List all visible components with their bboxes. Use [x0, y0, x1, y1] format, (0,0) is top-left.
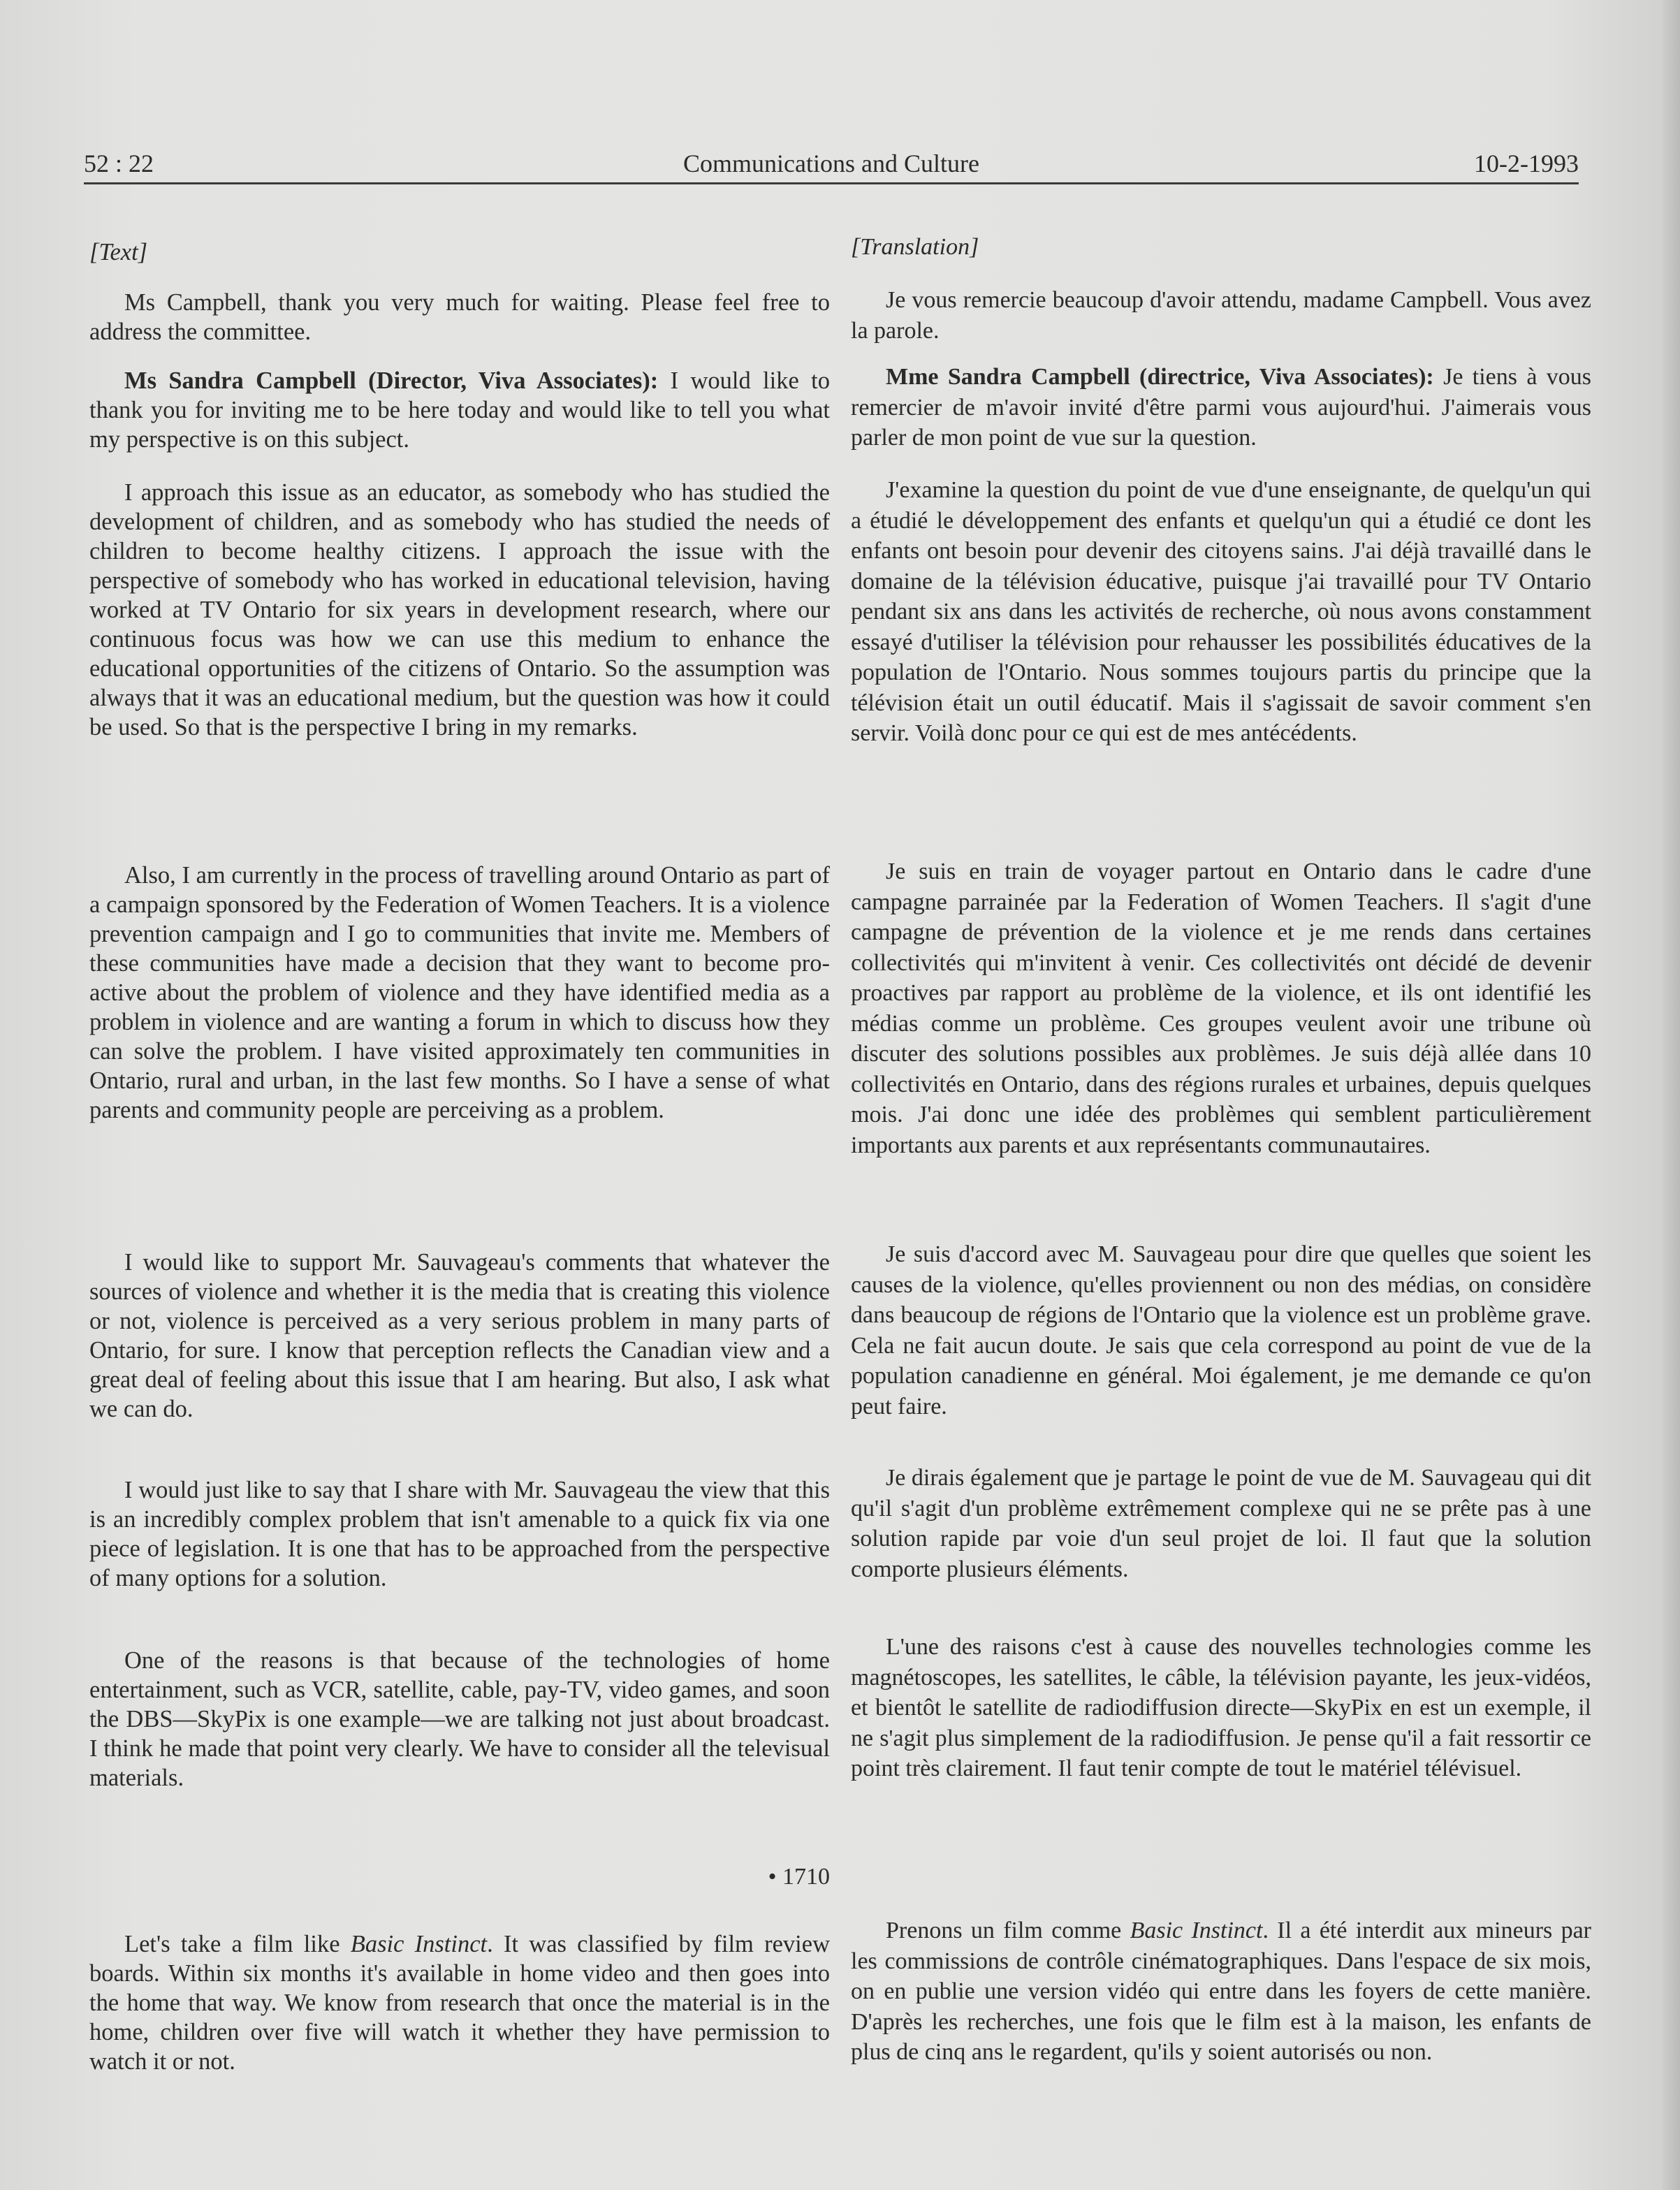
paragraph-chair-welcome: Ms Campbell, thank you very much for waiting. Please feel free to address the committee.: [89, 289, 830, 345]
page-number: 52 : 22: [84, 149, 154, 177]
paragraph-campaign-fr: Je suis en train de voyager partout en Ontario dans le cadre d'une campagne parrainée par la Federation of Women Teachers. Il s'agit d'une campagne de prévention de la violence et je me rends dans certaines collectivités qui m'invitent à venir. Ces collectivités ont décidé de devenir proactives par rapport au problème de la violence, et ils ont identifié les médias comme un problème. Ces groupes veulent avoir une tribune où discuter des solutions possibles aux problèmes. Je suis déjà allée dans 10 collectivités en Ontario, dans des régions rurales et urbaines, depuis quelques mois. J'ai donc une idée des problèmes qui semblent particulièrement importants aux parents et aux représentants communautaires.: [851, 859, 1591, 1158]
header-date: 10-2-1993: [1474, 149, 1579, 177]
page-edge-shadow: [1662, 0, 1680, 2190]
paragraph-complex-problem: I would just like to say that I share with Mr. Sauvageau the view that this is an incredibly complex problem that isn't amenable to a quick fix via one piece of legislation. It is one that has to be approached from the perspective of many options for a solution.: [89, 1477, 830, 1591]
film-title-fr: Basic Instinct: [1130, 1918, 1263, 1943]
publication-title: Communications and Culture: [683, 149, 979, 177]
paragraph-chair-welcome-fr: Je vous remercie beaucoup d'avoir attendu, madame Campbell. Vous avez la parole.: [851, 287, 1591, 344]
paragraph-campaign: Also, I am currently in the process of travelling around Ontario as part of a campaign sponsored by the Federation of Women Teachers. It is a violence prevention campaign and I go to communities that invite me. Members of these communities have made a decision that they want to become pro-active about the problem of violence and they have identified media as a problem in violence and are wanting a forum in which to discuss how they can solve the problem. I have visited approximately ten communities in Ontario, rural and urban, in the last few months. So I have a sense of what parents and community people are perceiving as a problem.: [89, 862, 830, 1123]
paragraph-support-sauvageau: I would like to support Mr. Sauvageau's comments that whatever the sources of violence and whether it is the media that is creating this violence or not, violence is perceived as a very serious problem in many parts of Ontario, for sure. I know that perception reflects the Canadian view and a great deal of feeling about this issue that I am hearing. But also, I ask what we can do.: [89, 1249, 830, 1422]
film-title: Basic Instinct: [350, 1931, 488, 1957]
paragraph-basic-instinct-fr: Prenons un film comme Basic Instinct. Il a été interdit aux mineurs par les commissions de contrôle cinématographiques. Dans l'espace de six mois, on en publie une version vidéo qui entre dans les foyers de cette manière. D'après les recherches, une fois que le film est à la maison, les enfants de plus de cinq ans le regardent, qu'ils y soient autorisés ou non.: [851, 1918, 1591, 2065]
speaker-name: Ms Sandra Campbell (Director, Viva Associates):: [124, 367, 659, 394]
paragraph-technologies: One of the reasons is that because of the technologies of home entertainment, such as VCR, satellite, cable, pay-TV, video games, and soon the DBS—SkyPix is one example—we are talking not just about broadcast. I think he made that point very clearly. We have to consider all the televisual materials.: [89, 1647, 830, 1791]
paragraph-complex-problem-fr: Je dirais également que je partage le point de vue de M. Sauvageau qui dit qu'il s'agit d'un problème extrêmement complexe qui ne se prête pas à une solution rapide par voie d'un seul projet de loi. Il faut que la solution comporte plusieurs éléments.: [851, 1465, 1591, 1582]
text-tag: [Text]: [89, 239, 148, 265]
paragraph-support-sauvageau-fr: Je suis d'accord avec M. Sauvageau pour dire que quelles que soient les causes de la violence, qu'elles proviennent ou non des médias, on considère dans beaucoup de régions de l'Ontario que la violence est un problème grave. Cela ne fait aucun doute. Je sais que cela correspond au point de vue de la population canadienne en général. Moi également, je me demande ce qu'on peut faire.: [851, 1241, 1591, 1419]
paragraph-basic-instinct: Let's take a film like Basic Instinct. It was classified by film review boards. Within six months it's available in home video and then goes into the home that way. We know from research that once the material is in the home, children over five will watch it whether they have permission to watch it or not.: [89, 1931, 830, 2075]
paragraph-technologies-fr: L'une des raisons c'est à cause des nouvelles technologies comme les magnétoscopes, les satellites, le câble, la télévision payante, les jeux-vidéos, et bientôt le satellite de radiodiffusion directe—SkyPix en est un exemple, il ne s'agit plus simplement de la radiodiffusion. Je pense qu'il a fait ressortir ce point très clairement. Il faut tenir compte de tout le matériel télévisuel.: [851, 1634, 1591, 1781]
paragraph-educator: I approach this issue as an educator, as somebody who has studied the development of children, and as somebody who has studied the needs of children to become healthy citizens. I approach the issue with the perspective of somebody who has worked in educational television, having worked at TV Ontario for six years in development research, where our continuous focus was how we can use this medium to enhance the educational opportunities of the citizens of Ontario. So the assumption was always that it was an educational medium, but the question was how it could be used. So that is the perspective I bring in my remarks.: [89, 479, 830, 740]
translation-tag: [Translation]: [851, 234, 979, 260]
time-marker: • 1710: [768, 1864, 830, 1890]
paragraph-campbell-intro: Ms Sandra Campbell (Director, Viva Associates): I would like to thank you for inviting me to be here today and would like to tell you what my perspective is on this subject.: [89, 367, 830, 453]
header-rule: [84, 182, 1579, 184]
speaker-name-fr: Mme Sandra Campbell (directrice, Viva Associates):: [886, 364, 1434, 390]
running-header: [84, 145, 1579, 182]
paragraph-campbell-intro-fr: Mme Sandra Campbell (directrice, Viva Associates): Je tiens à vous remercier de m'avoir invité d'être parmi vous aujourd'hui. J'aimerais vous parler de mon point de vue sur la question.: [851, 364, 1592, 451]
paragraph-educator-fr: J'examine la question du point de vue d'une enseignante, de quelqu'un qui a étudié le développement des enfants et quelqu'un qui a étudié ce dont les enfants ont besoin pour devenir des citoyens sains. J'ai déjà travaillé dans le domaine de la télévision éducative, puisque j'ai travaillé pour TV Ontario pendant six ans dans les activités de recherche, où nous avons constamment essayé d'utiliser la télévision pour rehausser les possibilités éducatives de la population de l'Ontario. Nous sommes toujours partis du principe que la télévision était un outil éducatif. Mais il s'agissait de savoir comment s'en servir. Voilà donc pour ce qui est de mes antécédents.: [851, 477, 1591, 746]
